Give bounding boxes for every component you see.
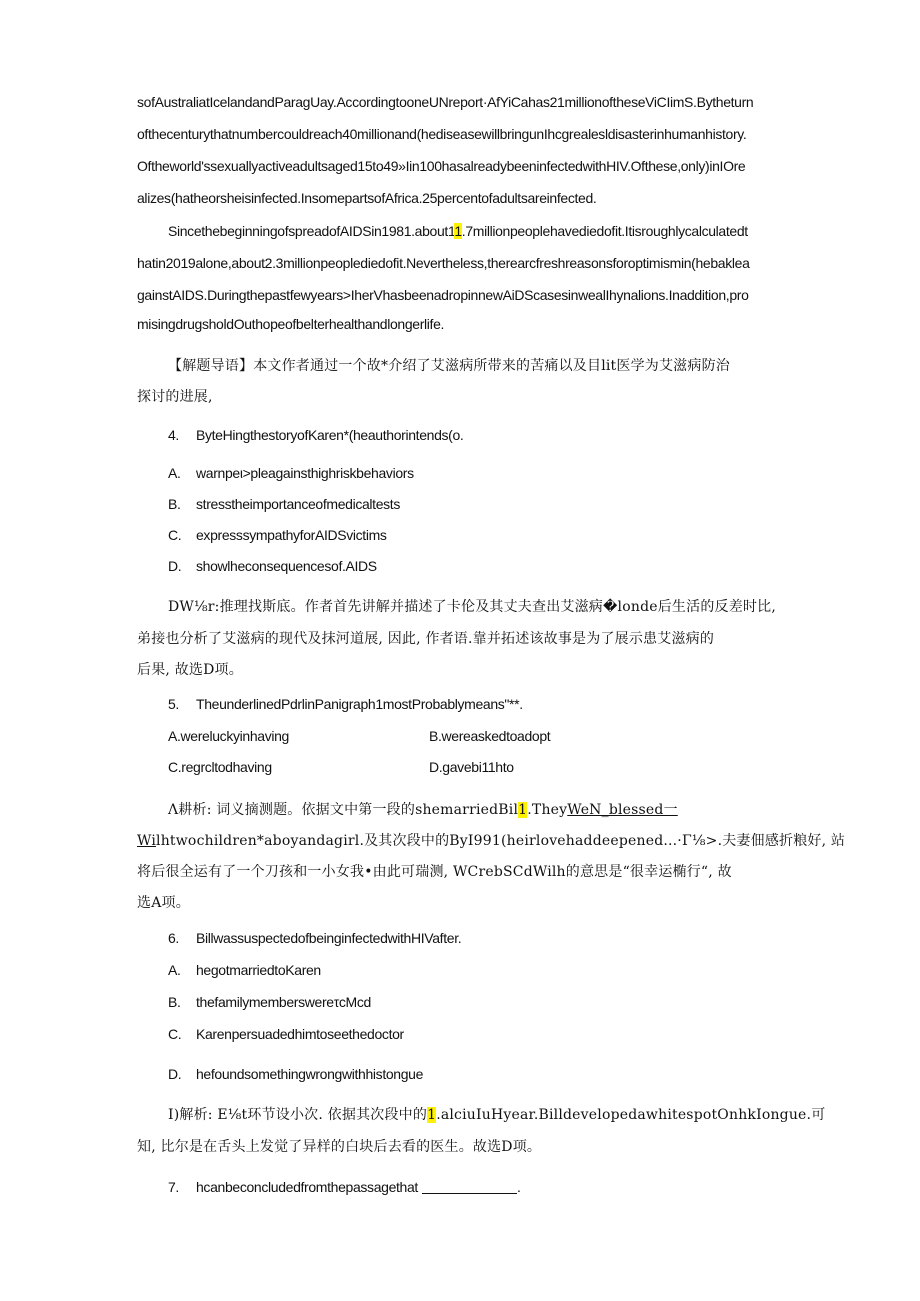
option-text: showlheconsequencesof.AIDS <box>196 558 377 574</box>
option-text: expresssympathyforAIDSvictims <box>196 527 387 543</box>
q4-option-d <box>168 556 377 576</box>
q5-option-b: B.wereaskedtoadopt <box>429 728 551 744</box>
option-label: B. <box>168 994 181 1010</box>
underlined-phrase: Wi <box>137 833 157 849</box>
q6-option-d <box>168 1064 423 1084</box>
option-text: hegotmarriedtoKaren <box>196 962 321 978</box>
highlight-mark: 1 <box>454 223 462 239</box>
question-number: 7. <box>168 1179 179 1195</box>
option-text: hefoundsomethingwrongwithhistongue <box>196 1066 424 1082</box>
q5-explanation-line3: 将后很全运有了一个刀孩和一小女我•由此可瑞测, WCrebSCdWilh的意思是“很幸运椭行“, 故 <box>137 864 732 880</box>
answer-blank <box>422 1179 517 1194</box>
question-6 <box>168 928 461 948</box>
q4-option-b <box>168 494 400 514</box>
explanation-text: I)解析: E⅛t环节设小次. 依据其次段中的 <box>168 1107 428 1123</box>
guide-line1: 【解题导语】本文作者通过一个故*介绍了艾滋病所带来的苦痛以及目lit医学为艾滋病防治 <box>168 358 730 374</box>
question-number: 6. <box>168 930 179 946</box>
question-stem: BillwassuspectedofbeinginfectedwithHIVafter. <box>196 930 462 946</box>
q5-option-c: C.regrcltodhaving <box>168 759 272 775</box>
para1-line3: Oftheworld'ssexuallyactiveadultsaged15to49»Iin100hasalreadybeeninfectedwithHIV.Ofthese,only)inIOre <box>137 158 746 174</box>
para2-text: .7millionpeoplehavediedofit.Itisroughlycalculatedt <box>461 223 748 239</box>
q5-explanation-line1 <box>168 800 678 820</box>
q6-option-a <box>168 960 321 980</box>
option-text: thefamilymemberswereτcMcd <box>196 994 371 1010</box>
option-label: A. <box>168 962 181 978</box>
q4-option-a <box>168 463 414 483</box>
explanation-text: .They <box>527 802 568 818</box>
q4-explanation-line1: DW⅛r:推理找斯底。作者首先讲解并描述了卡伦及其丈夫查出艾滋病�londe后生活的反差时比, <box>168 599 776 615</box>
option-label: B. <box>168 496 181 512</box>
para1-line4: alizes(hatheorsheisinfected.InsomepartsofAfrica.25percentofadultsareinfected. <box>137 190 597 206</box>
option-label: D. <box>168 1066 182 1082</box>
para2-line2: hatin2019alone,about2.3millionpeoplediedofit.Nevertheless,therearcfreshreasonsforoptimismin(hebaklea <box>137 255 750 271</box>
option-text: warnpeι>pleagainsthighriskbehaviors <box>196 465 414 481</box>
option-text: stresstheimportanceofmedicaltests <box>196 496 400 512</box>
q6-option-c <box>168 1024 404 1044</box>
explanation-text: lhtwochildren*aboyandagirl.及其次段中的ByI991(heirlovehaddeepened...·Γ⅛>.夫妻佃感折粮好, 站 <box>156 833 846 849</box>
highlight-mark: 1 <box>518 802 528 818</box>
question-stem: hcanbeconcludedfromthepassagethat <box>196 1179 418 1195</box>
option-label: C. <box>168 1026 182 1042</box>
para2-line3: gainstAIDS.Duringthepastfewyears>IherVhasbeenadropinnewAiDScasesinwealIhynalions.Inaddition,pro <box>137 287 749 303</box>
explanation-text: .alciuIuHyear.BilldevelopedawhitespotOnhkIongue.可 <box>436 1107 826 1123</box>
question-number: 4. <box>168 427 179 443</box>
question-end: . <box>516 1179 521 1195</box>
para2-line4: misingdrugsholdOuthopeofbelterhealthandlongerlife. <box>137 316 445 332</box>
question-stem: TheunderlinedPdrlinPanigraph1mostProbablymeans"**. <box>196 696 523 712</box>
para1-line2: ofthecenturythatnumbercouldreach40millionand(hediseasewillbringunIhcgrealesldisasterinhumanhistory. <box>137 126 747 142</box>
q6-explanation-line2: 知, 比尔是在舌头上发觉了异样的白块后去看的医生。故选D项。 <box>137 1139 542 1155</box>
underlined-phrase: WeN_blessed一 <box>567 802 678 818</box>
option-label: D. <box>168 558 182 574</box>
para2-text: SincethebeginningofspreadofAIDSin1981.about1 <box>168 223 455 239</box>
q6-explanation-line1 <box>168 1105 825 1125</box>
q5-explanation-line4: 选A项。 <box>137 895 190 911</box>
guide-line2: 探讨的进展, <box>137 389 213 405</box>
q6-option-b <box>168 992 371 1012</box>
q5-option-d: D.gavebi11hto <box>429 759 514 775</box>
option-label: C. <box>168 527 182 543</box>
question-5 <box>168 694 523 714</box>
q5-option-a: A.wereluckyinhaving <box>168 728 289 744</box>
para2-line1 <box>168 221 748 241</box>
question-7 <box>168 1177 521 1197</box>
highlight-mark: 1 <box>427 1107 437 1123</box>
option-text: Karenpersuadedhimtoseethedoctor <box>196 1026 404 1042</box>
q4-option-c <box>168 525 387 545</box>
q4-explanation-line2: 弟接也分析了艾滋病的现代及抹河道展, 因此, 作者语.靠并拓述该故事是为了展示患艾滋病的 <box>137 631 715 647</box>
question-number: 5. <box>168 696 179 712</box>
explanation-text: Λ耕析: 词义摘测题。依据文中第一段的shemarriedBil <box>168 802 519 818</box>
question-stem: ByteHingthestoryofKaren*(heauthorintends(o. <box>196 427 464 443</box>
q5-explanation-line2 <box>137 831 845 851</box>
q4-explanation-line3: 后果, 故选D项。 <box>137 662 243 678</box>
option-label: A. <box>168 465 181 481</box>
question-4 <box>168 425 463 445</box>
para1-line1: sofAustraliatIcelandandParagUay.AccordingtooneUNreport·AfYiCahas21millionoftheseViCIimS.Bytheturn <box>137 94 754 110</box>
